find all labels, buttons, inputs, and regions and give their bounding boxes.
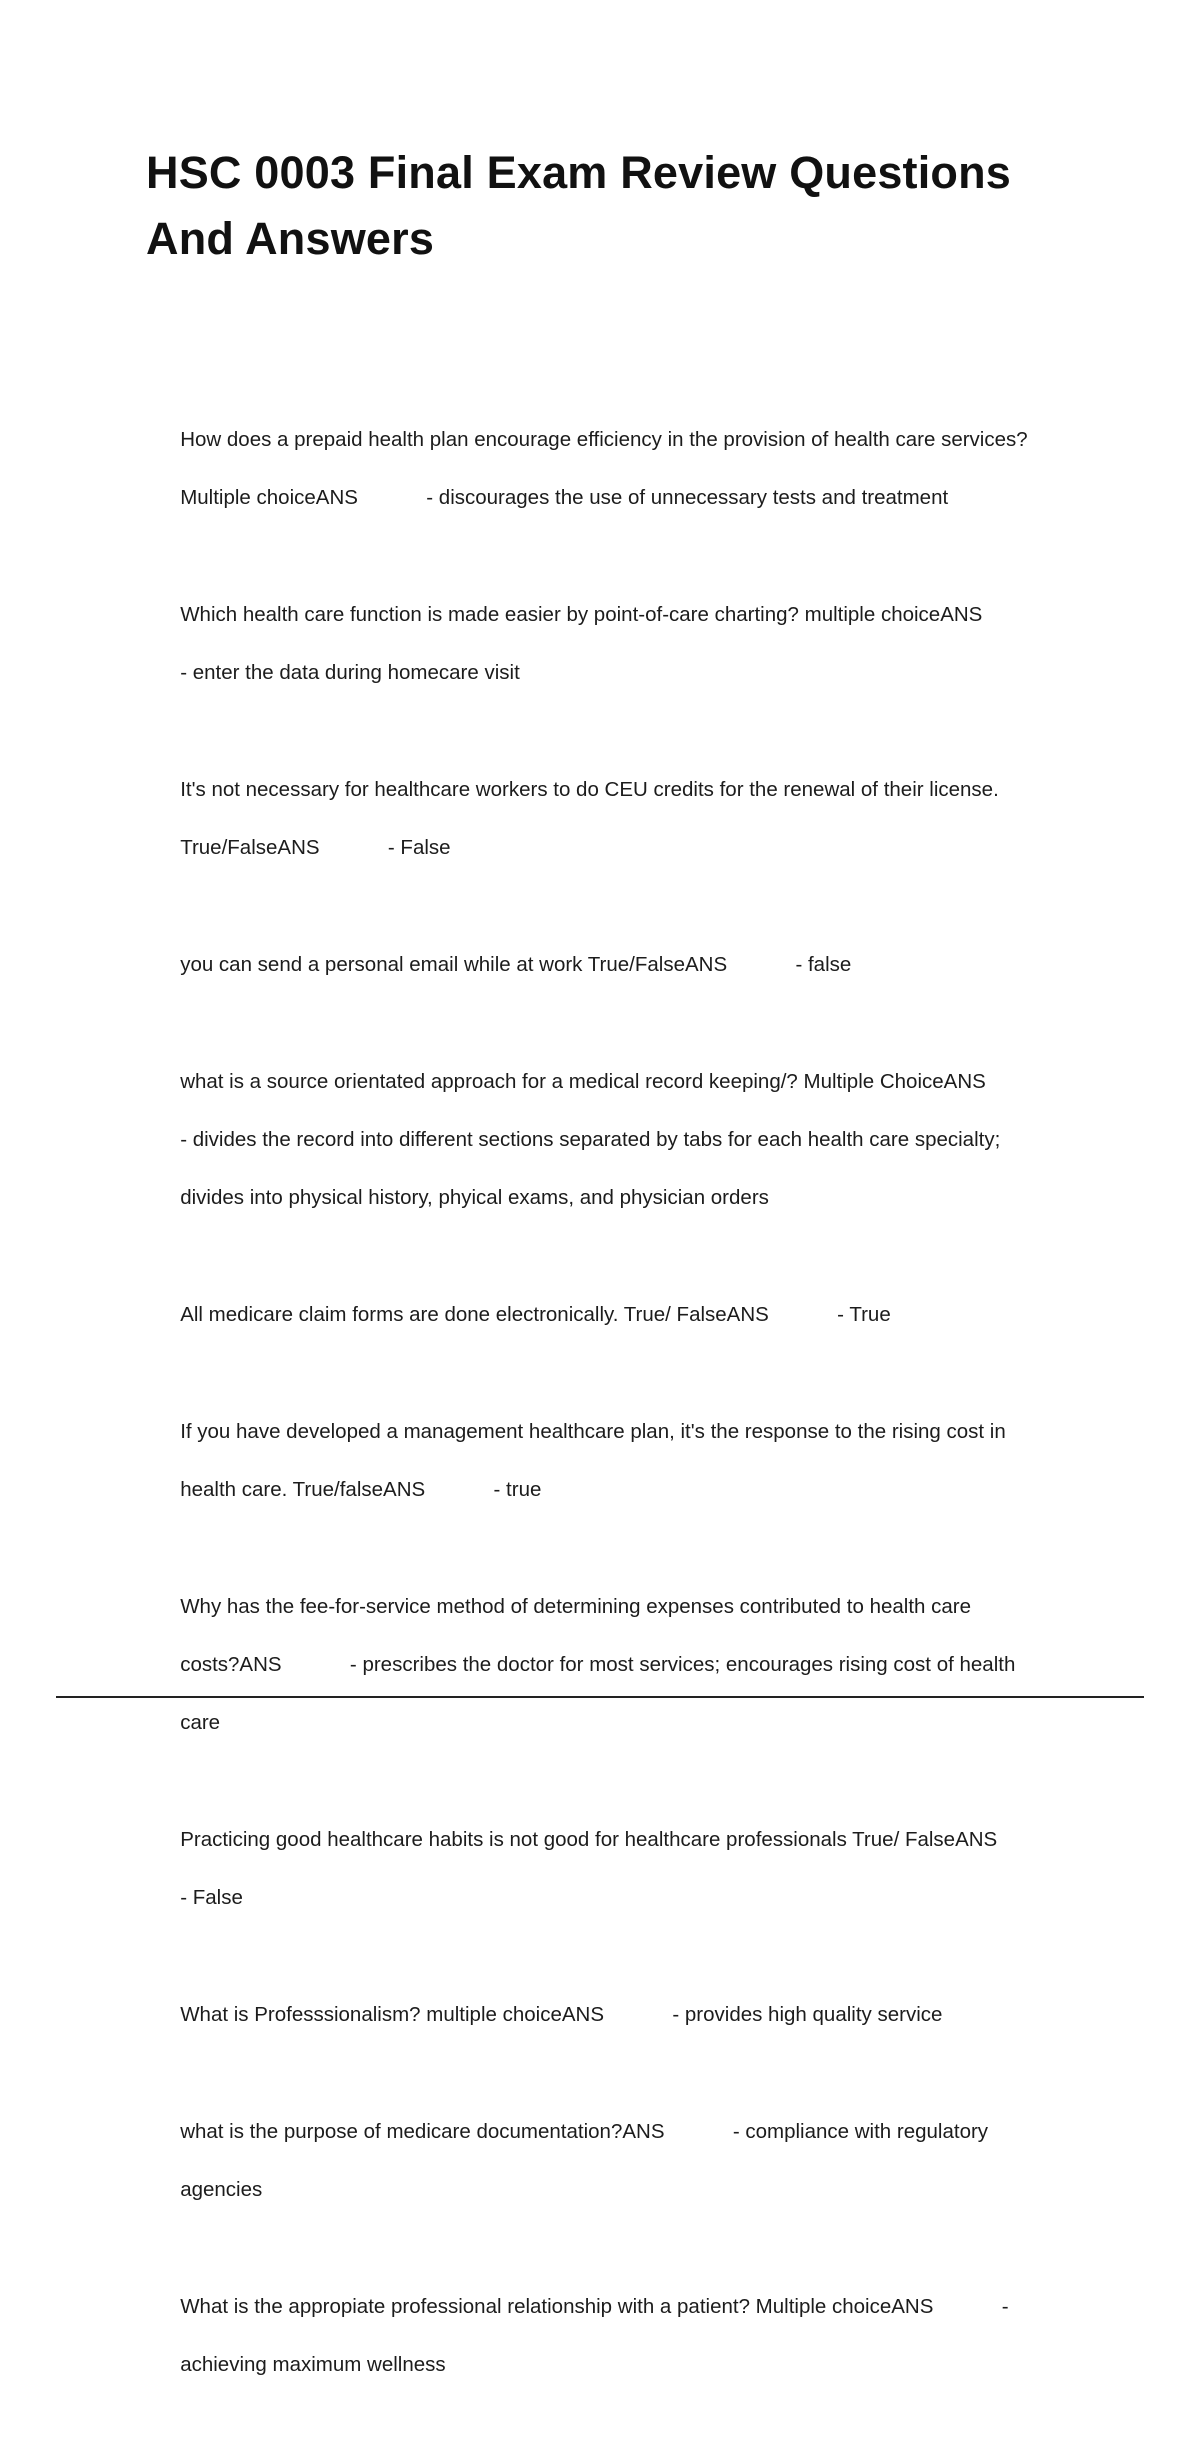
qa-line: How does a prepaid health plan encourage efficiency in the provision of health care services? (180, 428, 1028, 451)
qa-item (146, 1563, 1066, 1766)
qa-line: Why has the fee-for-service method of determining expenses contributed to health care (180, 1595, 971, 1618)
qa-line: you can send a personal email while at work True/FalseANS - false (180, 953, 852, 976)
qa-item (146, 1271, 1066, 1358)
qa-item (146, 1796, 1066, 1941)
qa-line: It's not necessary for healthcare workers to do CEU credits for the renewal of their license. (180, 778, 999, 801)
qa-item (146, 2263, 1066, 2408)
qa-line: agencies (180, 2178, 263, 2201)
qa-line: - divides the record into different sections separated by tabs for each health care specialty; (180, 1128, 1001, 1151)
qa-list (146, 396, 1066, 2438)
qa-line: Practicing good healthcare habits is not good for healthcare professionals True/ FalseANS (180, 1828, 998, 1851)
qa-item (146, 396, 1066, 541)
qa-line: If you have developed a management healthcare plan, it's the response to the rising cost in (180, 1420, 1006, 1443)
qa-item (146, 571, 1066, 716)
document-title-line-1: HSC 0003 Final Exam Review Questions (146, 147, 1012, 198)
qa-line: What is the appropiate professional relationship with a patient? Multiple choiceANS - (180, 2295, 1009, 2318)
qa-item (146, 921, 1066, 1008)
qa-line: - False (180, 1886, 243, 1909)
qa-line: All medicare claim forms are done electronically. True/ FalseANS - True (180, 1303, 891, 1326)
qa-line: divides into physical history, phyical exams, and physician orders (180, 1186, 769, 1209)
document-title (146, 140, 1076, 272)
qa-line: True/FalseANS - False (180, 836, 451, 859)
qa-item (146, 2088, 1066, 2233)
qa-line: care (180, 1711, 221, 1734)
qa-line: what is a source orientated approach for a medical record keeping/? Multiple ChoiceANS (180, 1070, 986, 1093)
qa-line: - enter the data during homecare visit (180, 661, 520, 684)
qa-line: What is Professsionalism? multiple choiceANS - provides high quality service (180, 2003, 943, 2026)
qa-line: costs?ANS - prescribes the doctor for most services; encourages rising cost of health (180, 1653, 1016, 1676)
document-title-line-2: And Answers (146, 213, 435, 264)
qa-line: Which health care function is made easier by point-of-care charting? multiple choiceANS (180, 603, 983, 626)
qa-item (146, 1038, 1066, 1241)
qa-item (146, 746, 1066, 891)
qa-line: what is the purpose of medicare documentation?ANS - compliance with regulatory (180, 2120, 989, 2143)
qa-line: health care. True/falseANS - true (180, 1478, 542, 1501)
qa-item (146, 1388, 1066, 1533)
qa-line: Multiple choiceANS - discourages the use of unnecessary tests and treatment (180, 486, 949, 509)
qa-item (146, 1971, 1066, 2058)
qa-line: achieving maximum wellness (180, 2353, 446, 2376)
footer-divider (56, 1696, 1144, 1698)
